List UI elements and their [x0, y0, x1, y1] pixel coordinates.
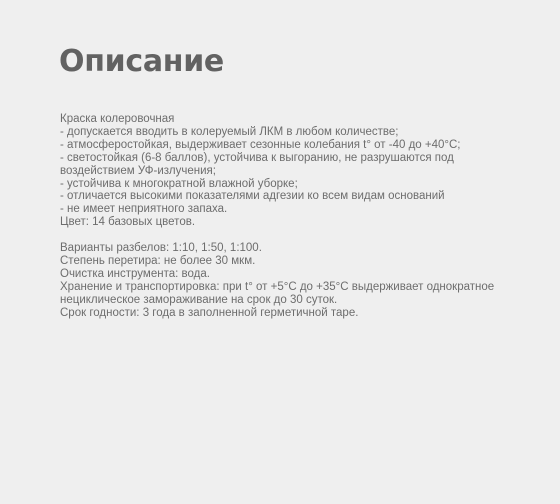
- spec-line: Хранение и транспортировка: при t° от +5°C до +35°C выдерживает однократное: [60, 280, 495, 293]
- description-line: воздействием УФ-излучения;: [60, 164, 216, 177]
- paragraph-gap: [60, 229, 530, 242]
- page-title: Описание: [59, 44, 224, 79]
- spec-line: Варианты разбелов: 1:10, 1:50, 1:100.: [60, 242, 262, 255]
- description-line: - отличается высокими показателями адгезии ко всем видам оснований: [60, 190, 445, 203]
- description-line: - светостойкая (6-8 баллов), устойчива к выгоранию, не разрушаются под: [60, 151, 454, 164]
- description-line: - допускается вводить в колеруемый ЛКМ в любом количестве;: [60, 125, 399, 138]
- spec-line: Срок годности: 3 года в заполненной герметичной таре.: [60, 306, 359, 319]
- spec-line: Очистка инструмента: вода.: [60, 267, 210, 280]
- spec-line: Степень перетира: не более 30 мкм.: [60, 254, 256, 267]
- description-line: - атмосферостойкая, выдерживает сезонные колебания t° от -40 до +40°C;: [60, 138, 461, 151]
- description-line: Краска колеровочная: [60, 113, 175, 125]
- color-count-line: Цвет: 14 базовых цветов.: [60, 216, 196, 229]
- description-body: [60, 113, 530, 319]
- spec-line: нециклическое замораживание на срок до 30 суток.: [60, 293, 338, 306]
- description-line: - устойчива к многократной влажной уборке;: [60, 177, 298, 190]
- description-line: - не имеет неприятного запаха.: [60, 203, 228, 216]
